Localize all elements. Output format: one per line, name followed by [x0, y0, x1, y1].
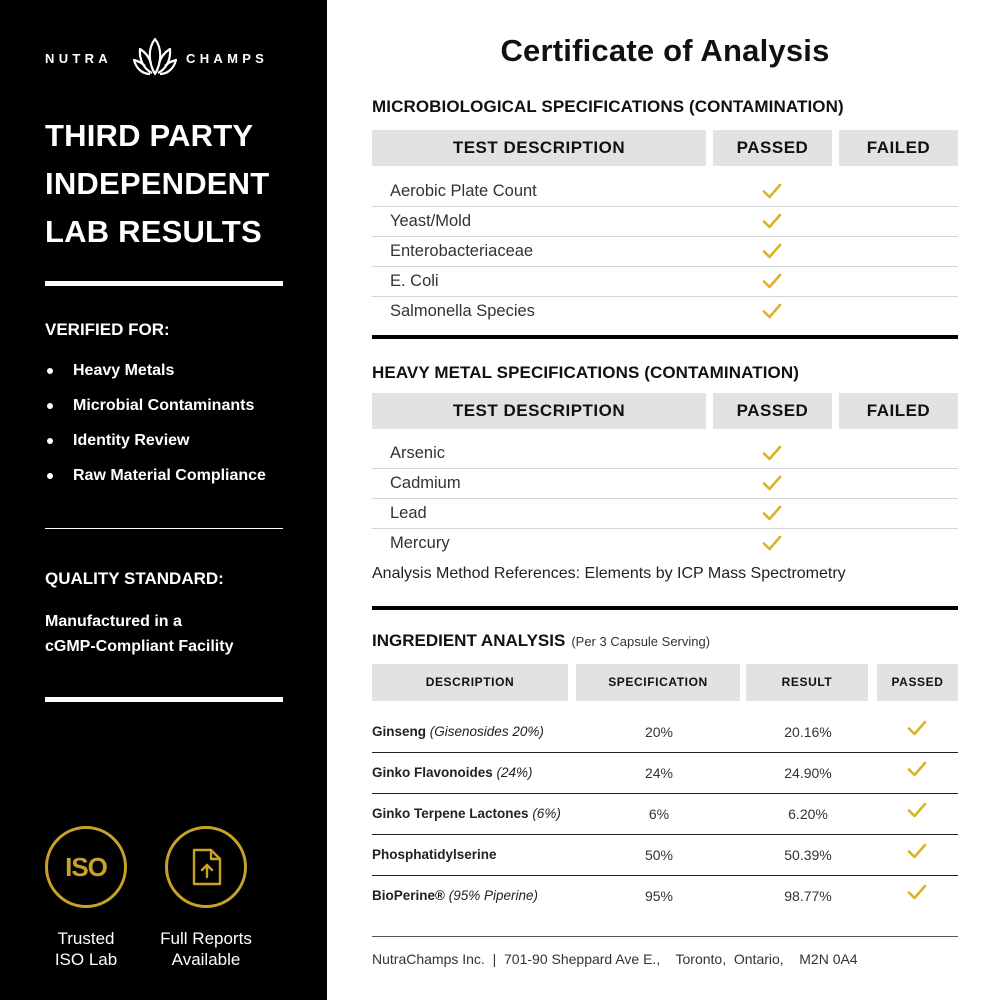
bullet-icon: [47, 473, 53, 479]
section-divider: [372, 335, 958, 339]
ingredient-name: [372, 724, 544, 739]
footer-address: NutraChamps Inc. | 701-90 Sheppard Ave E., Toronto, Ontario, M2N 0A4: [372, 951, 858, 967]
ingredient-detail: (24%): [496, 765, 533, 780]
ingredient-row: [372, 794, 958, 835]
heavy-header-description: TEST DESCRIPTION: [372, 393, 706, 429]
table-row: [372, 529, 958, 559]
headline-line: INDEPENDENT: [45, 166, 270, 201]
heavy-header-failed: FAILED: [839, 393, 958, 429]
list-item-label: Heavy Metals: [73, 362, 175, 379]
ingredient-name-text: Ginko Flavonoides: [372, 765, 493, 780]
ingredient-header-description: DESCRIPTION: [372, 664, 568, 701]
ingredient-section-title: [372, 631, 710, 651]
section-divider: [372, 606, 958, 610]
ingredient-row: [372, 835, 958, 876]
bullet-icon: [47, 438, 53, 444]
bullet-icon: [47, 403, 53, 409]
check-icon: [907, 802, 927, 818]
heavy-header-passed: PASSED: [713, 393, 832, 429]
quality-line: Manufactured in a: [45, 613, 182, 630]
microbio-header-failed: FAILED: [839, 130, 958, 166]
headline-line: THIRD PARTY: [45, 118, 254, 153]
table-row: [372, 177, 958, 207]
table-row: [372, 207, 958, 237]
verified-title: VERIFIED FOR:: [45, 320, 170, 339]
test-description: Salmonella Species: [390, 302, 535, 320]
check-icon: [762, 273, 782, 289]
check-icon: [762, 213, 782, 229]
ingredient-subtitle: (Per 3 Capsule Serving): [571, 634, 711, 649]
check-icon: [907, 884, 927, 900]
ingredient-result: 50.39%: [784, 847, 832, 863]
list-item-label: Raw Material Compliance: [73, 467, 266, 484]
microbio-header-description: TEST DESCRIPTION: [372, 130, 706, 166]
ingredient-name: [372, 888, 538, 903]
test-description: Arsenic: [390, 444, 446, 462]
table-row: [372, 469, 958, 499]
sidebar-headline: [45, 112, 269, 256]
list-item: [45, 466, 266, 501]
badge-label-line: Full Reports: [160, 929, 252, 948]
table-row: [372, 499, 958, 529]
list-item: [45, 361, 266, 396]
table-row: [372, 439, 958, 469]
report-badge-label: [146, 928, 266, 970]
quality-line: cGMP-Compliant Facility: [45, 638, 234, 655]
badge-label-line: Trusted: [57, 929, 115, 948]
ingredient-result: 98.77%: [784, 888, 832, 904]
ingredient-specification: 6%: [648, 806, 670, 822]
check-icon: [907, 720, 927, 736]
headline-line: LAB RESULTS: [45, 214, 262, 249]
divider: [45, 528, 283, 529]
ingredient-detail: (6%): [532, 806, 561, 821]
list-item: [45, 396, 266, 431]
test-description: Lead: [390, 504, 427, 522]
footer-divider: [372, 936, 958, 937]
list-item: [45, 431, 266, 466]
ingredient-name-text: Phosphatidylserine: [372, 847, 497, 862]
check-icon: [762, 475, 782, 491]
ingredient-specification: 24%: [644, 765, 674, 781]
ingredient-header-result: RESULT: [746, 664, 868, 701]
table-row: [372, 237, 958, 267]
ingredient-row: [372, 712, 958, 753]
table-row: [372, 297, 958, 327]
sidebar-panel: [0, 0, 327, 1000]
ingredient-name-text: BioPerine®: [372, 888, 445, 903]
divider: [45, 281, 283, 286]
ingredient-result: 20.16%: [784, 724, 832, 740]
divider: [45, 697, 283, 702]
ingredient-name: [372, 847, 497, 862]
test-description: Mercury: [390, 534, 450, 552]
ingredient-name: [372, 806, 561, 821]
microbio-section-title: MICROBIOLOGICAL SPECIFICATIONS (CONTAMINATION): [372, 97, 844, 116]
microbio-header-passed: PASSED: [713, 130, 832, 166]
iso-badge-text: ISO: [65, 852, 107, 882]
test-description: Yeast/Mold: [390, 212, 472, 230]
check-icon: [762, 505, 782, 521]
bullet-icon: [47, 368, 53, 374]
check-icon: [762, 535, 782, 551]
check-icon: [762, 303, 782, 319]
iso-badge-label: [36, 928, 136, 970]
check-icon: [762, 183, 782, 199]
brand-word-right: CHAMPS: [186, 51, 269, 66]
ingredient-result: 24.90%: [784, 765, 832, 781]
ingredient-name-text: Ginseng: [372, 724, 427, 739]
report-upload-icon: [192, 848, 222, 886]
ingredient-title-text: INGREDIENT ANALYSIS: [372, 631, 566, 650]
list-item-label: Microbial Contaminants: [73, 397, 255, 414]
test-description: Cadmium: [390, 474, 461, 492]
check-icon: [907, 843, 927, 859]
page-title: Certificate of Analysis: [500, 33, 830, 68]
badge-label-line: Available: [171, 950, 241, 969]
ingredient-detail: (95% Piperine): [448, 888, 539, 903]
heavy-section-title: HEAVY METAL SPECIFICATIONS (CONTAMINATION): [372, 363, 799, 382]
ingredient-name-text: Ginko Terpene Lactones: [372, 806, 529, 821]
check-icon: [907, 761, 927, 777]
ingredient-specification: 95%: [644, 888, 674, 904]
badge-label-line: ISO Lab: [54, 950, 118, 969]
ingredient-specification: 50%: [644, 847, 674, 863]
brand-logo: [45, 36, 285, 78]
quality-text: [45, 609, 285, 659]
ingredient-detail: (Gisenosides 20%): [429, 724, 544, 739]
ingredient-row: [372, 753, 958, 794]
analysis-method: Analysis Method References: Elements by ICP Mass Spectrometry: [372, 565, 846, 582]
test-description: Enterobacteriaceae: [390, 242, 534, 260]
list-item-label: Identity Review: [73, 432, 190, 449]
test-description: E. Coli: [390, 272, 439, 290]
table-row: [372, 267, 958, 297]
iso-badge-icon: [45, 826, 127, 908]
test-description: Aerobic Plate Count: [390, 182, 537, 200]
ingredient-name: [372, 765, 533, 780]
ingredient-header-passed: PASSED: [877, 664, 958, 701]
ingredient-header-specification: SPECIFICATION: [576, 664, 740, 701]
ingredient-specification: 20%: [644, 724, 674, 740]
quality-title: QUALITY STANDARD:: [45, 569, 224, 588]
brand-word-left: NUTRA: [45, 51, 112, 66]
ingredient-result: 6.20%: [788, 806, 828, 822]
report-badge: [165, 826, 247, 908]
verified-list: [45, 361, 266, 501]
check-icon: [762, 445, 782, 461]
lotus-icon: [133, 36, 177, 76]
ingredient-row: [372, 876, 958, 917]
check-icon: [762, 243, 782, 259]
